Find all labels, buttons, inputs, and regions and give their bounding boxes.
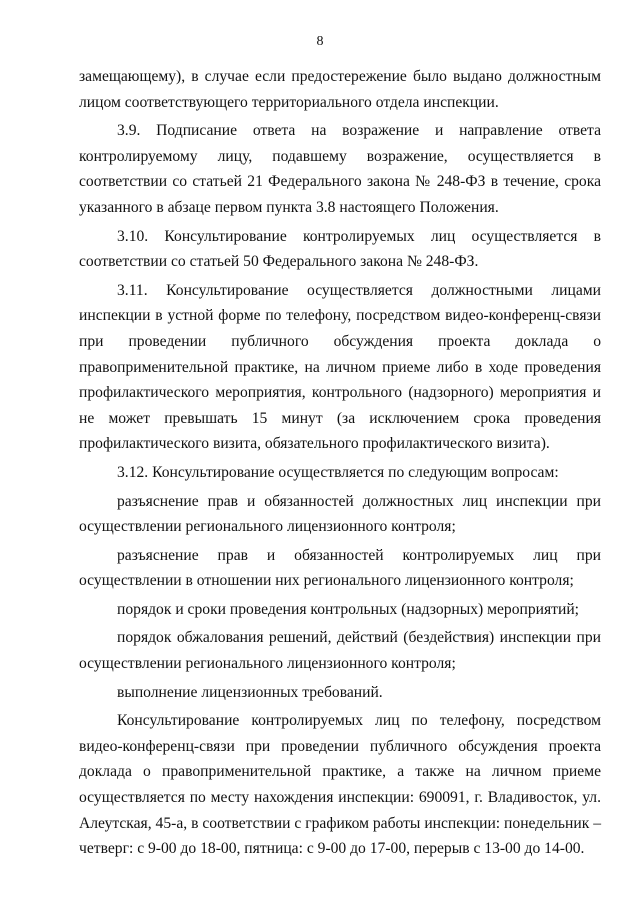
paragraph-3-11: 3.11. Консультирование осуществляется должностными лицами инспекции в устной форме по телефону, посредством видео-конференц-связи при проведении публичного обсуждения проекта доклада о правоприменительной практике, на личном приеме либо в ходе проведения профилактического мероприятия, контрольного (надзорного) мероприятия и не может превышать 15 минут (за исключением срока проведения профилактического визита, обязательного профилактического визита). <box>79 281 601 453</box>
paragraph-consultation-schedule: Консультирование контролируемых лиц по телефону, посредством видео-конференц-связи при проведении публичного обсуждения проекта доклада о правоприменительной практике, а также на личном приеме осуществляется по месту нахождения инспекции: 690091, г. Владивосток, ул. Алеутская, 45-а, в соответствии с графиком работы инспекции: понедельник – четверг: с 9-00 до 18-00, пятница: с 9-00 до 17-00, перерыв с 13-00 до 14-00. <box>79 712 601 858</box>
list-item-official-rights: разъяснение прав и обязанностей должностных лиц инспекции при осуществлении регионального лицензионного контроля; <box>79 492 601 536</box>
list-item-inspection-procedure: порядок и сроки проведения контрольных (надзорных) мероприятий; <box>117 600 580 618</box>
paragraph-3-10: 3.10. Консультирование контролируемых лиц осуществляется в соответствии со статьей 50 Федерального закона № 248-ФЗ. <box>79 227 601 271</box>
list-item-controlled-rights: разъяснение прав и обязанностей контролируемых лиц при осуществлении в отношении них регионального лицензионного контроля; <box>79 546 601 590</box>
list-item-appeal-procedure: порядок обжалования решений, действий (бездействия) инспекции при осуществлении регионального лицензионного контроля; <box>79 629 601 673</box>
list-item-license-requirements: выполнение лицензионных требований. <box>117 683 383 701</box>
paragraph-3-9: 3.9. Подписание ответа на возражение и направление ответа контролируемому лицу, подавшему возражение, осуществляется в соответствии со статьей 21 Федерального закона № 248-ФЗ в течение, срока указанного в абзаце первом пункта 3.8 настоящего Положения. <box>79 122 601 216</box>
document-body <box>79 64 601 865</box>
paragraph-continuation: замещающему), в случае если предостережение было выдано должностным лицом соответствующего территориального отдела инспекции. <box>79 68 601 111</box>
page-number: 8 <box>316 34 324 49</box>
paragraph-3-12: 3.12. Консультирование осуществляется по следующим вопросам: <box>117 463 559 481</box>
